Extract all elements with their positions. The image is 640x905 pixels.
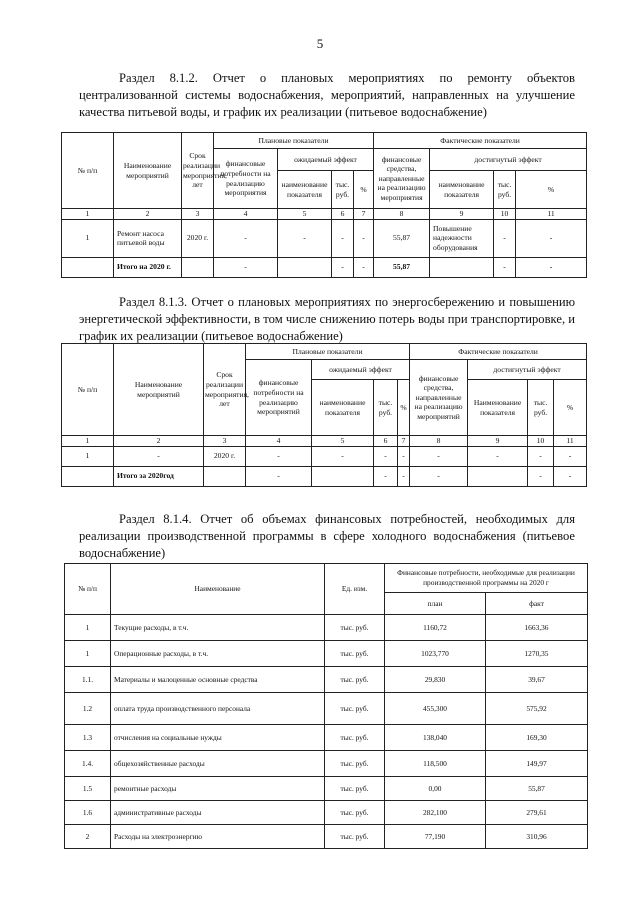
header-eff-pct: % (398, 380, 410, 436)
cell-plan: 1023,770 (385, 641, 486, 667)
cell-plan: 0,00 (385, 777, 486, 801)
cell: - (528, 446, 554, 466)
table-row (62, 446, 587, 466)
cell (430, 257, 494, 277)
header-name: Наименование (111, 564, 325, 615)
cell-unit: тыс. руб. (325, 751, 385, 777)
cell: - (278, 219, 332, 257)
section-8-1-2-table (61, 132, 587, 278)
table-row (65, 777, 588, 801)
cell: 55,87 (374, 257, 430, 277)
cell: - (214, 219, 278, 257)
header-plan-fin: финансовые потребности на реализацию мероприятия (214, 149, 278, 209)
cell: - (398, 446, 410, 466)
cell (312, 466, 374, 486)
cell: - (398, 466, 410, 486)
col-number: 1 (62, 436, 114, 447)
table-row (65, 667, 588, 693)
cell: 2020 г. (204, 446, 246, 466)
cell-fact: 149,97 (486, 751, 588, 777)
section-8-1-2-heading: Раздел 8.1.2. Отчет о плановых мероприятиях по ремонту объектов централизованной системы водоснабжения, мероприятий, направленных на улучшение качества питьевой воды, и график их реализации (питьевое водоснабжение) (79, 71, 575, 119)
cell-name: отчисления на социальные нужды (111, 725, 325, 751)
table-row (65, 693, 588, 725)
cell-name: ремонтные расходы (111, 777, 325, 801)
cell-unit: тыс. руб. (325, 667, 385, 693)
cell: 2020 г. (182, 219, 214, 257)
header-term: Срок реализации мероприятия, лет (204, 344, 246, 436)
header-num: № п/п (62, 133, 114, 209)
section-8-1-3-table (61, 343, 587, 487)
table-row (62, 466, 587, 486)
header-num: № п/п (62, 344, 114, 436)
header-plan-group: Плановые показатели (214, 133, 374, 149)
cell-fact: 39,67 (486, 667, 588, 693)
cell-unit: тыс. руб. (325, 801, 385, 825)
cell: - (374, 466, 398, 486)
cell: - (410, 466, 468, 486)
cell: - (354, 219, 374, 257)
header-eff-pct: % (354, 171, 374, 209)
header-fact-effect: достигнутый эффект (430, 149, 587, 171)
cell: 55,87 (374, 219, 430, 257)
cell: - (516, 257, 587, 277)
cell-unit: тыс. руб. (325, 615, 385, 641)
header-plan-effect: ожидаемый эффект (312, 360, 410, 380)
cell-unit: тыс. руб. (325, 693, 385, 725)
cell-name: Операционные расходы, в т.ч. (111, 641, 325, 667)
header-num: № п/п (65, 564, 111, 615)
col-number: 2 (114, 209, 182, 220)
cell-plan: 138,040 (385, 725, 486, 751)
cell: - (246, 446, 312, 466)
header-fact: факт (486, 593, 588, 615)
col-number: 6 (374, 436, 398, 447)
cell-plan: 77,190 (385, 825, 486, 849)
cell-name: Материалы и малоценные основные средства (111, 667, 325, 693)
cell-fact: 1663,36 (486, 615, 588, 641)
col-number: 5 (278, 209, 332, 220)
section-8-1-4-heading: Раздел 8.1.4. Отчет об объемах финансовых потребностей, необходимых для реализации производственной программы в сфере холодного водоснабжения (питьевое водоснабжение) (79, 512, 575, 560)
header-fact-fin: финансовые средства, направленные на реализацию мероприятий (410, 360, 468, 436)
cell (278, 257, 332, 277)
cell-plan: 118,500 (385, 751, 486, 777)
cell (62, 466, 114, 486)
cell-num: 1.6 (65, 801, 111, 825)
table-row (65, 641, 588, 667)
cell-unit: тыс. руб. (325, 641, 385, 667)
header-eff-name: Наименование показателя (468, 380, 528, 436)
cell: Итого за 2020год (114, 466, 204, 486)
col-number: 4 (246, 436, 312, 447)
cell: Ремонт насоса питьевой воды (114, 219, 182, 257)
cell-plan: 282,100 (385, 801, 486, 825)
cell-num: 1.4. (65, 751, 111, 777)
cell: - (554, 446, 587, 466)
header-fin-group: Финансовые потребности, необходимые для реализации производственной программы на 2020 г (385, 564, 588, 593)
cell-num: 2 (65, 825, 111, 849)
cell-name: Расходы на электроэнергию (111, 825, 325, 849)
cell-fact: 279,61 (486, 801, 588, 825)
header-eff-thous: тыс. руб. (528, 380, 554, 436)
cell-name: общехозяйственные расходы (111, 751, 325, 777)
col-number: 9 (468, 436, 528, 447)
cell-num: 1.2 (65, 693, 111, 725)
header-fact-group: Фактические показатели (410, 344, 587, 360)
col-number: 6 (332, 209, 354, 220)
table-row (62, 257, 587, 277)
cell: - (312, 446, 374, 466)
col-number: 8 (374, 209, 430, 220)
table-row (65, 751, 588, 777)
cell (204, 466, 246, 486)
col-number: 9 (430, 209, 494, 220)
cell: - (554, 466, 587, 486)
cell-num: 1.5 (65, 777, 111, 801)
header-eff-thous: тыс. руб. (332, 171, 354, 209)
cell-name: административные расходы (111, 801, 325, 825)
cell-unit: тыс. руб. (325, 825, 385, 849)
cell-unit: тыс. руб. (325, 725, 385, 751)
header-eff-thous: тыс. руб. (374, 380, 398, 436)
col-number: 4 (214, 209, 278, 220)
cell-name: Текущие расходы, в т.ч. (111, 615, 325, 641)
cell: - (494, 219, 516, 257)
col-number: 10 (528, 436, 554, 447)
page-number: 5 (316, 36, 324, 51)
col-number: 3 (204, 436, 246, 447)
col-number: 2 (114, 436, 204, 447)
header-eff-thous: тыс. руб. (494, 171, 516, 209)
cell: Повышение надежности оборудования (430, 219, 494, 257)
header-plan: план (385, 593, 486, 615)
cell-plan: 29,830 (385, 667, 486, 693)
cell: 1 (62, 446, 114, 466)
cell (182, 257, 214, 277)
header-fact-effect: достигнутый эффект (468, 360, 587, 380)
cell: - (214, 257, 278, 277)
header-fact-group: Фактические показатели (374, 133, 587, 149)
col-number: 3 (182, 209, 214, 220)
table-row (65, 615, 588, 641)
cell: - (516, 219, 587, 257)
cell-fact: 169,30 (486, 725, 588, 751)
table-row (62, 219, 587, 257)
header-plan-fin: финансовые потребности на реализацию мероприятий (246, 360, 312, 436)
header-eff-pct: % (516, 171, 587, 209)
header-eff-name: наименование показателя (278, 171, 332, 209)
header-term: Срок реализации мероприятия, лет (182, 133, 214, 209)
cell: - (410, 446, 468, 466)
cell: - (494, 257, 516, 277)
cell: Итого на 2020 г. (114, 257, 182, 277)
header-fact-fin: финансовые средства, направленные на реализацию мероприятия (374, 149, 430, 209)
cell: - (246, 466, 312, 486)
col-number: 10 (494, 209, 516, 220)
cell-fact: 1270,35 (486, 641, 588, 667)
cell-fact: 55,87 (486, 777, 588, 801)
cell: - (332, 219, 354, 257)
col-number: 1 (62, 209, 114, 220)
cell-num: 1 (65, 641, 111, 667)
cell: - (528, 466, 554, 486)
cell-num: 1.1. (65, 667, 111, 693)
header-eff-pct: % (554, 380, 587, 436)
header-eff-name: наименование показателя (430, 171, 494, 209)
section-8-1-3-heading: Раздел 8.1.3. Отчет о плановых мероприятиях по энергосбережению и повышению энергетической эффективности, в том числе снижению потерь воды при транспортировке, и график их реализации (питьевое водоснабжение) (79, 295, 575, 343)
cell: - (374, 446, 398, 466)
cell: - (332, 257, 354, 277)
header-eff-name: наименование показателя (312, 380, 374, 436)
cell (468, 466, 528, 486)
cell (62, 257, 114, 277)
table-row (65, 825, 588, 849)
cell-num: 1.3 (65, 725, 111, 751)
col-number: 7 (398, 436, 410, 447)
cell-unit: тыс. руб. (325, 777, 385, 801)
cell-fact: 575,92 (486, 693, 588, 725)
cell-plan: 455,300 (385, 693, 486, 725)
header-plan-effect: ожидаемый эффект (278, 149, 374, 171)
cell: - (354, 257, 374, 277)
header-name: Наименование мероприятий (114, 344, 204, 436)
section-8-1-4-table (64, 563, 588, 849)
table-row (65, 725, 588, 751)
header-plan-group: Плановые показатели (246, 344, 410, 360)
cell-fact: 310,96 (486, 825, 588, 849)
col-number: 5 (312, 436, 374, 447)
cell: - (114, 446, 204, 466)
col-number: 8 (410, 436, 468, 447)
table-row (65, 801, 588, 825)
col-number: 11 (516, 209, 587, 220)
cell: - (468, 446, 528, 466)
header-name: Наименование мероприятий (114, 133, 182, 209)
cell-name: оплата труда производственного персонала (111, 693, 325, 725)
cell-plan: 1160,72 (385, 615, 486, 641)
cell: 1 (62, 219, 114, 257)
col-number: 7 (354, 209, 374, 220)
col-number: 11 (554, 436, 587, 447)
cell-num: 1 (65, 615, 111, 641)
header-unit: Ед. изм. (325, 564, 385, 615)
